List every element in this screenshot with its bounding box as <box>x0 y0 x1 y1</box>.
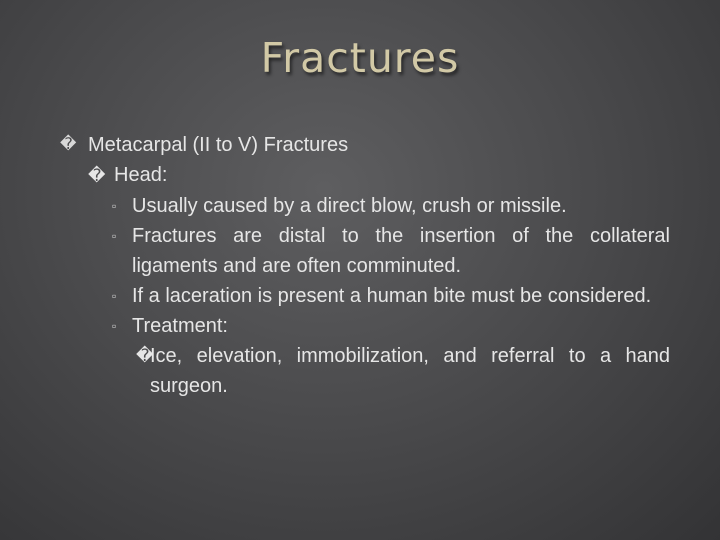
bullet-l3-text: Usually caused by a direct blow, crush or missile. <box>132 195 567 217</box>
bullet-level3-item <box>60 311 700 341</box>
bullet-l1-icon: � <box>60 136 77 153</box>
square-bullet-icon: ▫ <box>112 289 117 303</box>
square-bullet-icon: ▫ <box>112 199 117 213</box>
square-bullet-icon: ▫ <box>112 319 117 333</box>
bullet-l3-text: Fractures are distal to the insertion of the collateral ligaments and are often comminuted. <box>132 225 670 277</box>
bullet-level1 <box>60 130 700 160</box>
bullet-l3-text: Treatment: <box>132 315 228 337</box>
slide-title: Fractures <box>260 34 460 82</box>
bullet-level4 <box>60 341 700 401</box>
bullet-l3-text: If a laceration is present a human bite must be considered. <box>132 285 652 307</box>
bullet-l2-text: Head: <box>114 164 168 186</box>
square-bullet-icon: ▫ <box>112 229 117 243</box>
slide-body <box>60 130 700 401</box>
bullet-level2 <box>60 160 700 191</box>
bullet-level3-item <box>60 191 700 221</box>
bullet-l1-text: Metacarpal (II to V) Fractures <box>88 134 349 156</box>
bullet-l2-icon: � <box>88 166 106 185</box>
bullet-l4-text: Ice, elevation, immobilization, and referral to a hand surgeon. <box>150 345 670 397</box>
bullet-level3-item <box>60 281 700 311</box>
bullet-l4-icon: � <box>136 346 154 365</box>
bullet-level3-item <box>60 221 700 281</box>
